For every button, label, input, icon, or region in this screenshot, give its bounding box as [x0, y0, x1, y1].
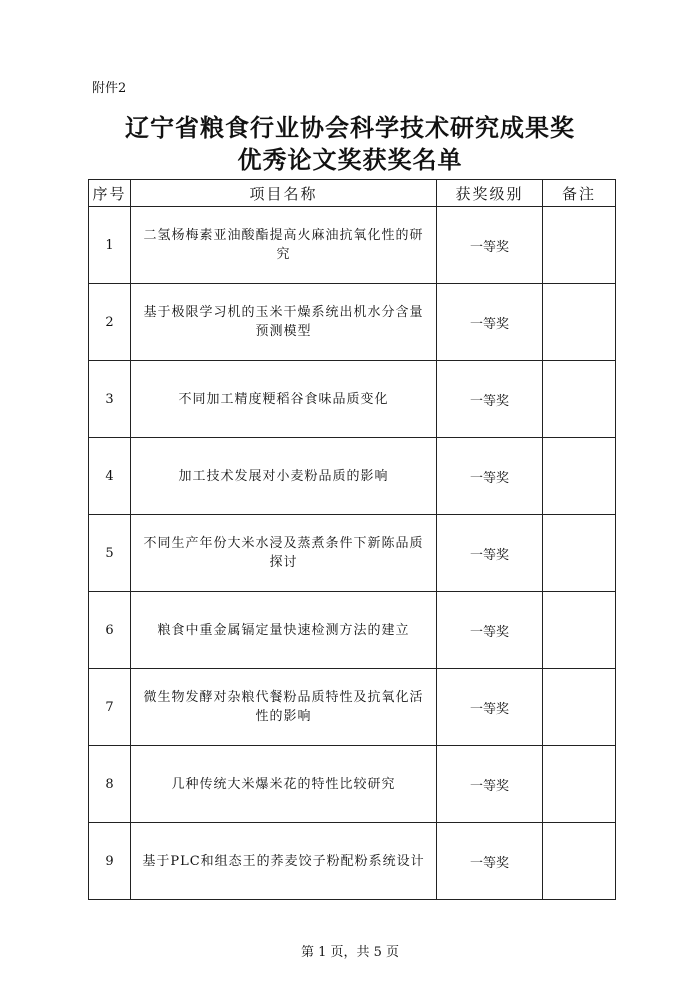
remarks-cell	[543, 438, 616, 515]
document-title-line-1: 辽宁省粮食行业协会科学技术研究成果奖	[125, 113, 575, 142]
column-header-project-name: 项目名称	[131, 180, 437, 207]
award-level: 一等奖	[437, 515, 543, 592]
table-row	[89, 823, 616, 900]
remarks-cell	[543, 284, 616, 361]
table-row	[89, 669, 616, 746]
column-header-number: 序号	[89, 180, 131, 207]
row-number: 9	[89, 823, 131, 900]
award-level: 一等奖	[437, 823, 543, 900]
table-header-row	[89, 180, 616, 207]
award-table	[88, 179, 616, 900]
row-number: 4	[89, 438, 131, 515]
project-name: 几种传统大米爆米花的特性比较研究	[131, 746, 437, 823]
document-title-line-2: 优秀论文奖获奖名单	[237, 145, 463, 174]
row-number: 2	[89, 284, 131, 361]
column-header-remarks: 备注	[543, 180, 616, 207]
project-name: 基于PLC和组态王的荞麦饺子粉配粉系统设计	[131, 823, 437, 900]
award-level: 一等奖	[437, 592, 543, 669]
remarks-cell	[543, 823, 616, 900]
remarks-cell	[543, 669, 616, 746]
table-row	[89, 361, 616, 438]
table-row	[89, 746, 616, 823]
table-row	[89, 515, 616, 592]
project-name: 基于极限学习机的玉米干燥系统出机水分含量预测模型	[131, 284, 437, 361]
table-row	[89, 207, 616, 284]
row-number: 3	[89, 361, 131, 438]
project-name: 微生物发酵对杂粮代餐粉品质特性及抗氧化活性的影响	[131, 669, 437, 746]
remarks-cell	[543, 592, 616, 669]
remarks-cell	[543, 207, 616, 284]
award-level: 一等奖	[437, 361, 543, 438]
column-header-award-level: 获奖级别	[437, 180, 543, 207]
row-number: 5	[89, 515, 131, 592]
row-number: 7	[89, 669, 131, 746]
remarks-cell	[543, 361, 616, 438]
project-name: 不同加工精度粳稻谷食味品质变化	[131, 361, 437, 438]
award-level: 一等奖	[437, 746, 543, 823]
page-number-footer: 第 1 页，共 5 页	[300, 945, 400, 960]
award-level: 一等奖	[437, 438, 543, 515]
table-row	[89, 438, 616, 515]
attachment-label: 附件2	[92, 81, 127, 96]
remarks-cell	[543, 746, 616, 823]
project-name: 粮食中重金属镉定量快速检测方法的建立	[131, 592, 437, 669]
project-name: 加工技术发展对小麦粉品质的影响	[131, 438, 437, 515]
award-level: 一等奖	[437, 207, 543, 284]
row-number: 6	[89, 592, 131, 669]
project-name: 不同生产年份大米水浸及蒸煮条件下新陈品质探讨	[131, 515, 437, 592]
table-row	[89, 284, 616, 361]
table-row	[89, 592, 616, 669]
award-level: 一等奖	[437, 284, 543, 361]
award-level: 一等奖	[437, 669, 543, 746]
project-name: 二氢杨梅素亚油酸酯提高火麻油抗氧化性的研究	[131, 207, 437, 284]
row-number: 1	[89, 207, 131, 284]
remarks-cell	[543, 515, 616, 592]
row-number: 8	[89, 746, 131, 823]
